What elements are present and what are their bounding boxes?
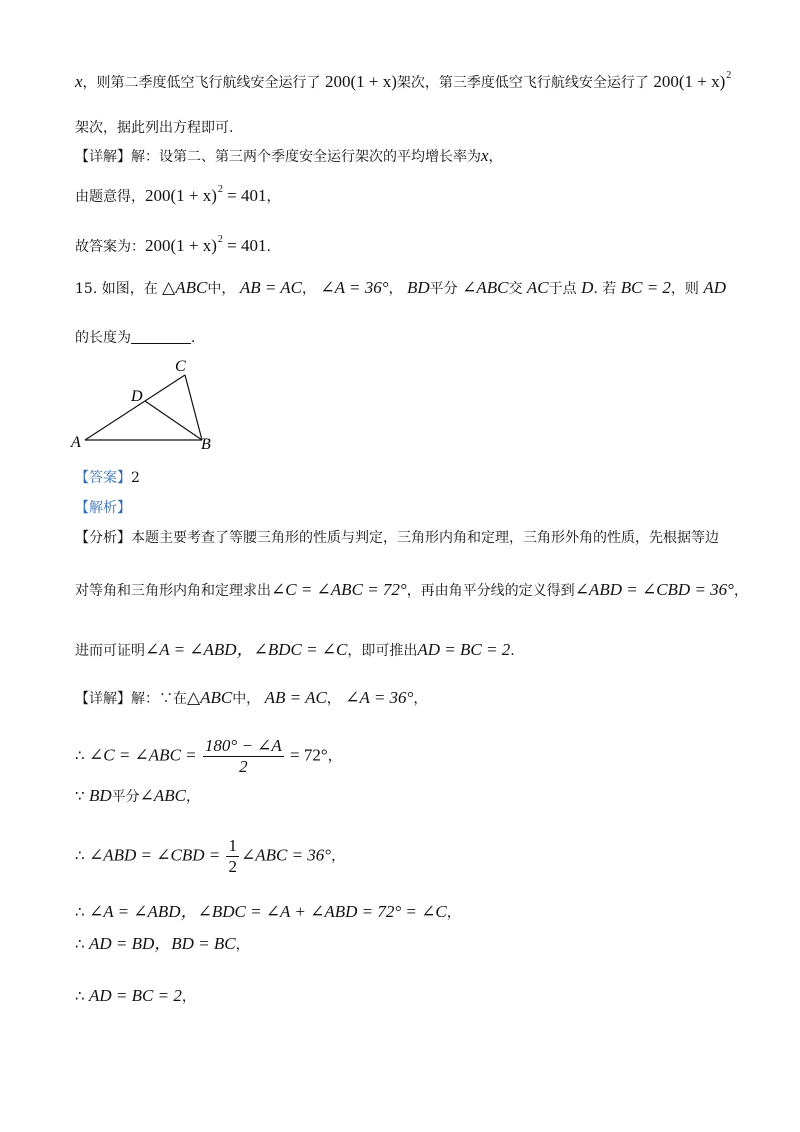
formula: ∠C = ∠ABC = 72° <box>271 580 407 599</box>
analysis-tag-line <box>75 498 131 518</box>
formula: AD <box>703 278 727 297</box>
superscript: 2 <box>217 184 223 195</box>
formula: ∠ABD = ∠CBD = 36° <box>574 580 734 599</box>
punct: ， <box>488 149 503 165</box>
formula: AD = BD，BD = BC <box>89 934 236 953</box>
text-line-3 <box>75 146 503 167</box>
analysis-line-2 <box>75 580 748 601</box>
numerator: 180° − ∠A <box>204 736 282 755</box>
formula: ∠A = ∠ABD，∠BDC = ∠A + ∠ABD = 72° = ∠C <box>89 902 447 921</box>
formula: = 401 <box>222 186 267 205</box>
formula: ∠C = ∠ABC = <box>89 745 201 765</box>
text: ，则 <box>670 281 699 297</box>
punct: . <box>266 239 271 255</box>
formula: = 72° <box>285 745 328 765</box>
label-A: A <box>71 434 81 451</box>
punct: ， <box>186 789 201 805</box>
text: 平分 <box>111 789 140 805</box>
formula: ∠ABC = 36° <box>240 845 332 865</box>
formula: 200(1 + x) <box>145 186 217 205</box>
formula: = 401 <box>222 236 267 255</box>
question-number: 15. 如图，在 <box>75 281 158 297</box>
text: 中， <box>232 691 261 707</box>
formula: ∠ABC <box>139 786 187 805</box>
text: 解：设第二、第三两个季度安全运行架次的平均增长率为 <box>131 149 481 165</box>
formula: 200(1 + x) <box>145 236 217 255</box>
text-line-5 <box>75 230 271 257</box>
text: 中， <box>207 281 236 297</box>
text: 架次，第三季度低空飞行航线安全运行了 <box>396 75 649 91</box>
because-symbol: ∵ <box>75 787 85 805</box>
answer-value: 2 <box>131 470 140 486</box>
formula: AB = AC <box>264 688 327 707</box>
text: 交 <box>508 281 523 297</box>
text: ，再由角平分线的定义得到 <box>406 583 575 599</box>
formula: ∠A = ∠ABD，∠BDC = ∠C <box>145 640 348 659</box>
analysis-label: 【分析】 <box>75 530 131 546</box>
formula: ∠ABD = ∠CBD = <box>89 845 225 865</box>
punct: ， <box>266 189 281 205</box>
text: 进而可证明 <box>75 643 145 659</box>
answer-blank <box>131 329 191 344</box>
therefore-symbol: ∴ <box>75 746 85 765</box>
punct: ， <box>413 691 428 707</box>
step-1 <box>75 736 342 777</box>
denominator: 2 <box>228 857 237 876</box>
superscript: 2 <box>217 234 223 245</box>
punct: ， <box>326 691 341 707</box>
detail-line-1 <box>75 688 427 709</box>
text: 对等角和三角形内角和定理求出 <box>75 583 271 599</box>
formula: ∠A = 36° <box>320 278 389 297</box>
punct: ， <box>446 905 461 921</box>
text: ，即可推出 <box>347 643 418 659</box>
text: ，则第二季度低空飞行航线安全运行了 <box>82 75 321 91</box>
therefore-symbol: ∴ <box>75 987 85 1005</box>
formula: AC <box>526 278 549 297</box>
superscript: 2 <box>726 70 732 81</box>
punct: ， <box>733 583 748 599</box>
formula: AD = BC = 2 <box>417 640 511 659</box>
text: 平分 <box>429 281 458 297</box>
therefore-symbol: ∴ <box>75 935 85 953</box>
text: 由题意得， <box>75 189 145 205</box>
var-x: x <box>75 72 83 91</box>
fraction <box>226 836 239 877</box>
text: 于点 <box>548 281 577 297</box>
step-4 <box>75 902 461 923</box>
step-5 <box>75 934 250 955</box>
text-line-2: 架次，据此列出方程即可. <box>75 120 234 136</box>
punct: ， <box>301 281 316 297</box>
punct: ， <box>327 748 342 765</box>
text: . 若 <box>593 281 617 297</box>
therefore-symbol: ∴ <box>75 846 85 865</box>
formula: ∠A = 36° <box>345 688 414 707</box>
text: 故答案为： <box>75 239 145 255</box>
segment-AC <box>85 375 185 440</box>
text: 本题主要考查了等腰三角形的性质与判定，三角形内角和定理，三角形外角的性质，先根据等边 <box>131 530 719 546</box>
formula: D <box>581 278 594 297</box>
punct: . <box>191 330 196 346</box>
step-2 <box>75 786 200 807</box>
answer-tag: 【答案】 <box>75 470 131 486</box>
formula: ∠ABC <box>462 278 509 297</box>
formula: BD <box>89 786 112 805</box>
formula: BC = 2 <box>620 278 671 297</box>
label-D: D <box>131 388 143 405</box>
question-15-line-1 <box>75 278 726 299</box>
formula: AD = BC = 2 <box>89 986 182 1005</box>
fraction <box>203 736 284 777</box>
triangle-figure <box>65 355 225 455</box>
text: 解：∵在 <box>131 691 187 707</box>
punct: ， <box>181 989 196 1005</box>
analysis-tag: 【解析】 <box>75 500 131 516</box>
punct: ， <box>388 281 403 297</box>
therefore-symbol: ∴ <box>75 903 85 921</box>
formula: 200(1 + x) <box>653 72 726 91</box>
analysis-line-1 <box>75 528 719 548</box>
denominator: 2 <box>239 757 248 776</box>
detail-tag: 【详解】 <box>75 691 131 707</box>
answer-line <box>75 468 140 488</box>
punct: ， <box>331 848 346 865</box>
label-C: C <box>175 358 186 375</box>
formula: BD <box>406 278 430 297</box>
punct: . <box>510 643 515 659</box>
question-15-line-2 <box>75 328 195 348</box>
punct: ， <box>235 937 250 953</box>
var-x: x <box>481 146 489 165</box>
formula: △ABC <box>162 278 208 297</box>
detail-tag: 【详解】 <box>75 149 131 165</box>
formula: AB = AC <box>239 278 302 297</box>
formula: △ABC <box>187 688 233 707</box>
step-6 <box>75 986 196 1007</box>
numerator: 1 <box>228 836 237 855</box>
analysis-line-3 <box>75 640 515 661</box>
text-line-4 <box>75 180 281 207</box>
text: 的长度为 <box>75 330 131 346</box>
label-B: B <box>201 436 211 453</box>
text-line-1 <box>75 66 731 93</box>
step-3 <box>75 836 345 877</box>
formula: 200(1 + x) <box>325 72 397 91</box>
